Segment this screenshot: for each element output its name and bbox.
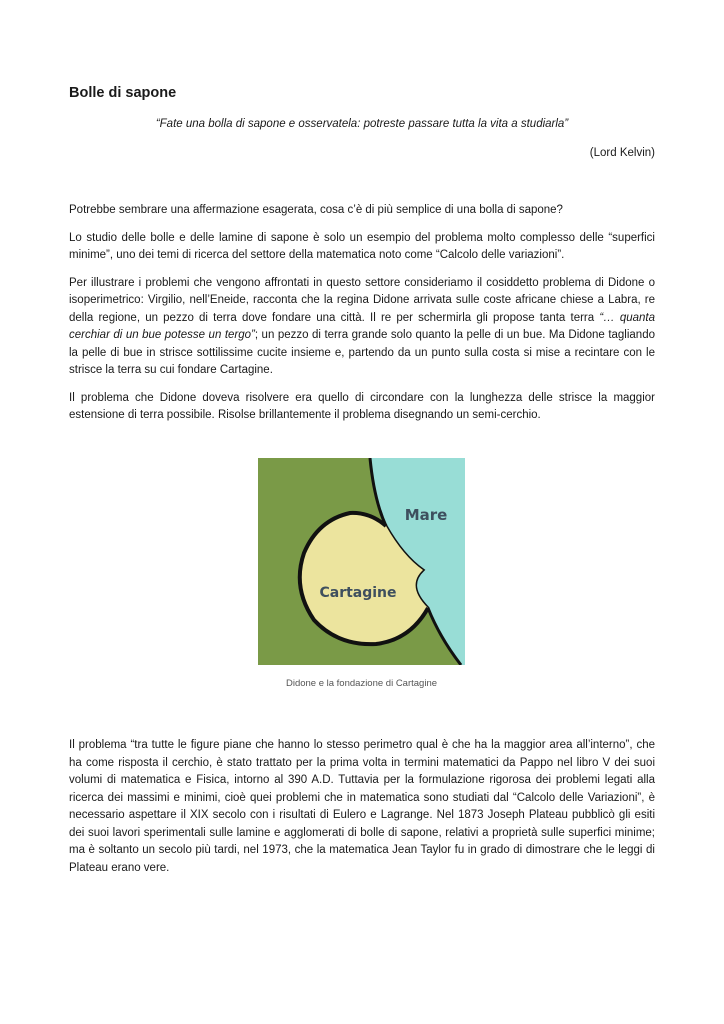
figure-caption: Didone e la fondazione di Cartagine xyxy=(285,678,438,689)
paragraph-5: Il problema “tra tutte le figure piane che hanno lo stesso perimetro qual è che ha la maggior area all’interno”, che ha come risposta il cerchio, è stato trattato per la prima volta in termini matematici da Pappo nel libro V dei suoi volumi di matematica e Fisica, intorno al 390 A.D. Tuttavia per la formulazione rigorosa dei problemi legati alla ricerca dei massimi e minimi, cioè quei problemi che in matematica sono studiati dal “Calcolo delle Variazioni”, è necessario aspettare il XIX secolo con i risultati di Eulero e Lagrange. Nel 1873 Joseph Plateau pubblicò gli esiti dei suoi lavori sperimentali sulle lamine e agglomerati di bolle di sapone, relativi a proprietà sulle superfici minime; ma è soltanto un secolo più tardi, nel 1973, che la matematica Jean Taylor fu in grado di dimostrare che le leggi di Plateau erano vere. xyxy=(69,739,655,874)
carthage-map xyxy=(258,458,465,665)
paragraph-3-citation: “… quanta cerchiar di un bue potesse un tergo” xyxy=(69,311,656,341)
paragraph-1: Potrebbe sembrare una affermazione esagerata, cosa c’è di più semplice di una bolla di sapone? xyxy=(69,204,563,216)
city-label: Cartagine xyxy=(319,585,397,601)
paragraph-2: Lo studio delle bolle e delle lamine di sapone è solo un esempio del problema molto complesso delle “superfici minime”, uno dei temi di ricerca del settore della matematica noto come “Calcolo delle variazioni”. xyxy=(69,231,655,261)
paragraph-3 xyxy=(69,275,655,380)
document-title: Bolle di sapone xyxy=(69,85,177,101)
epigraph-quote: “Fate una bolla di sapone e osservatela: potreste passare tutta la vita a studiarla” xyxy=(155,118,569,130)
body-section-1 xyxy=(69,202,655,435)
sea-label: Mare xyxy=(404,506,448,524)
paragraph-4: Il problema che Didone doveva risolvere era quello di circondare con la lunghezza delle strisce la maggior estensione di terra possibile. Risolse brillantemente il problema disegnando un semi-cerchio. xyxy=(69,391,655,421)
body-section-2 xyxy=(69,737,655,887)
paragraph-3-text-after: ; un pezzo di terra grande solo quanto la pelle di un bue. Ma Didone tagliando la pelle di bue in strisce sottilissime cucite insieme e, partendo da un punto sulla costa si mise a recintare con le strisce la terra su cui fondare Cartagine. xyxy=(69,329,655,376)
epigraph-author: (Lord Kelvin) xyxy=(589,147,655,159)
carthage-figure xyxy=(258,458,465,689)
paragraph-3-text-before: Per illustrare i problemi che vengono affrontati in questo settore consideriamo il cosiddetto problema di Didone o isoperimetrico: Virgilio, nell’Eneide, racconta che la regina Didone arrivata sulle coste africane chiese a Labra, re della regione, un pezzo di terra dove fondare una città. Il re per schermirla gli propose tanta terra xyxy=(69,276,655,324)
